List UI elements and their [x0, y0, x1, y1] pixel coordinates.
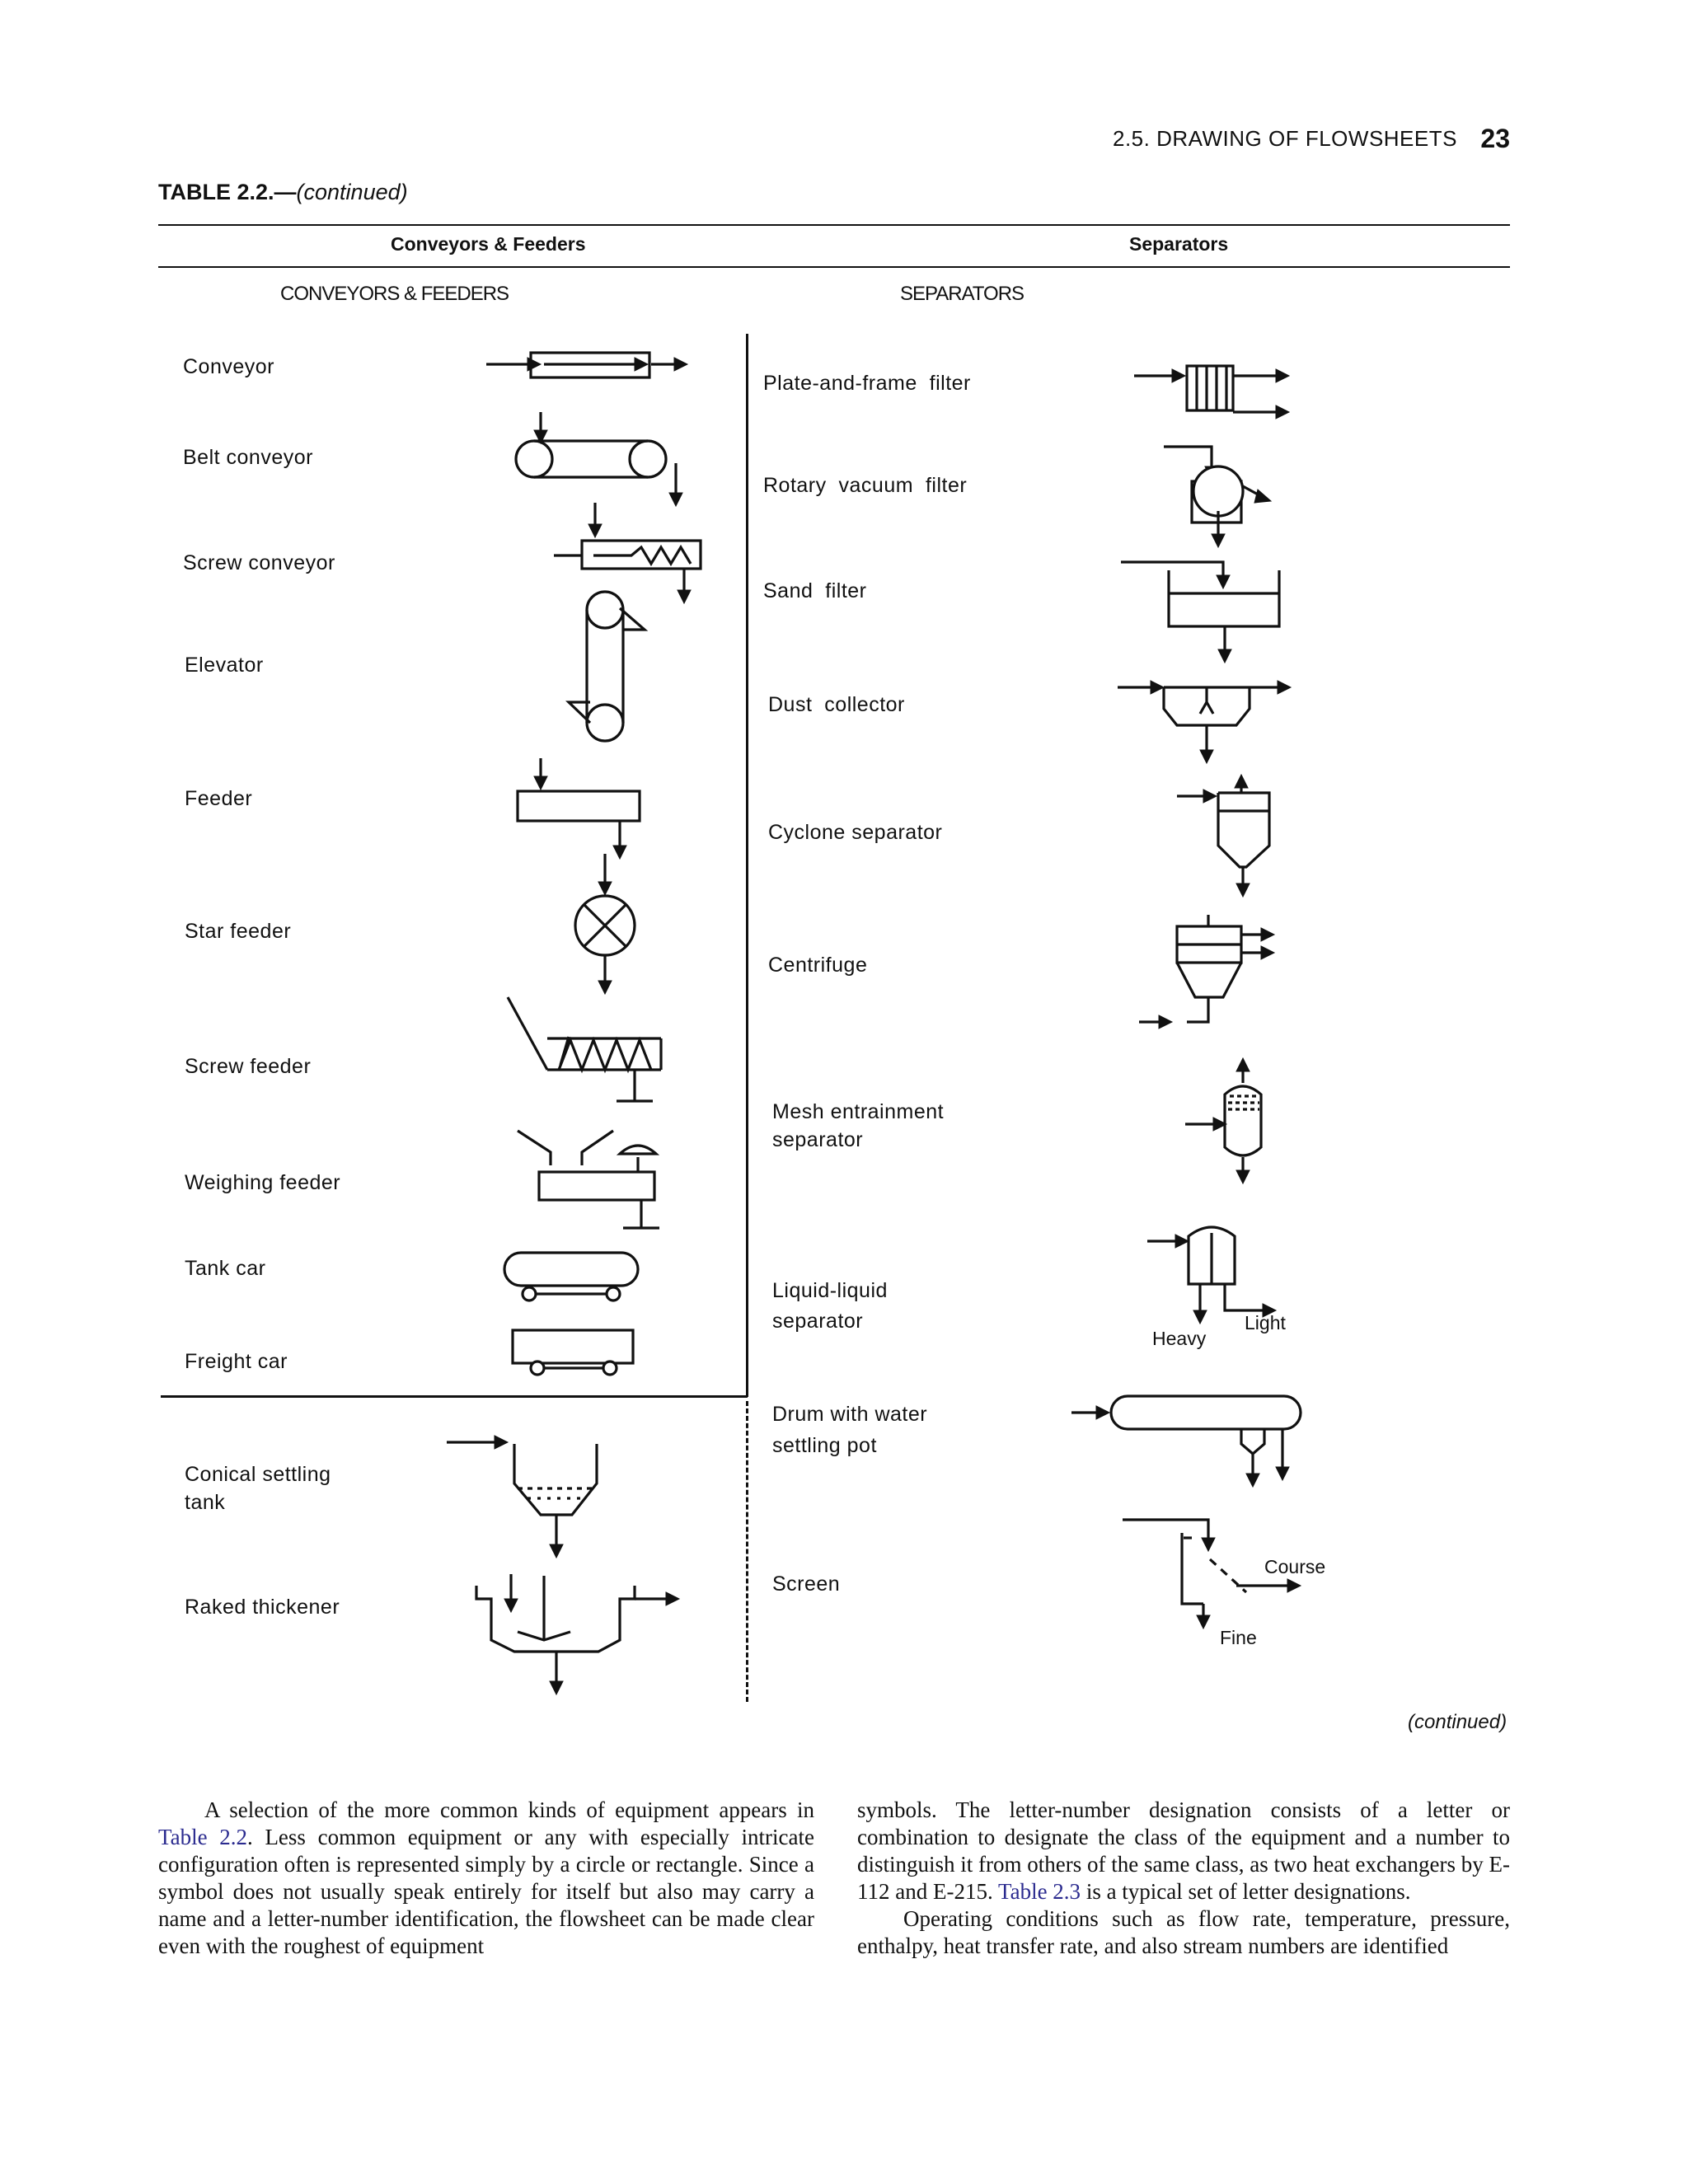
label-screen: Screen	[772, 1572, 841, 1596]
elevator-icon	[569, 592, 645, 741]
label-dust-collector: Dust collector	[768, 693, 905, 716]
label-feeder: Feeder	[185, 787, 253, 810]
label-weighing-feeder: Weighing feeder	[185, 1171, 341, 1194]
body-paragraph-right-2: Operating conditions such as flow rate, temperature, pressure, enthalpy, heat transfer rate, and also stream numbers are identified	[857, 1906, 1510, 1958]
caption-fine: Fine	[1220, 1627, 1257, 1648]
label-elevator: Elevator	[185, 654, 264, 677]
caption-heavy: Heavy	[1152, 1328, 1207, 1349]
centrifuge-icon	[1139, 915, 1274, 1029]
conical-settling-tank-icon	[447, 1436, 597, 1558]
label-cyclone-separator: Cyclone separator	[768, 821, 943, 844]
label-raked-thickener: Raked thickener	[185, 1596, 340, 1619]
subheader-right: SEPARATORS	[900, 283, 1025, 305]
screw-conveyor-icon	[554, 503, 701, 603]
table-2-2-link[interactable]: Table 2.2	[158, 1825, 248, 1849]
freight-car-icon	[513, 1330, 633, 1375]
table-continued-note: (continued)	[1408, 1711, 1507, 1733]
subheader-left: CONVEYORS & FEEDERS	[280, 283, 509, 305]
label-star-feeder: Star feeder	[185, 920, 292, 943]
body-left-text-2: . Less common equipment or any with especially intricate configuration often is represented simply by a circle or rectangle. Since a symbol does not usually speak entirely for itself but also may carry a name and a letter-number identification, the flowsheet can be made clear even with the roughest of equipment	[158, 1825, 815, 1958]
body-paragraph-right-1	[857, 1797, 1510, 1905]
raked-thickener-icon	[476, 1574, 679, 1694]
label-screw-feeder: Screw feeder	[185, 1055, 312, 1078]
belt-conveyor-icon	[516, 412, 682, 506]
page-number: 23	[1480, 124, 1511, 153]
sand-filter-icon	[1121, 562, 1279, 663]
label-tank-car: Tank car	[185, 1257, 266, 1280]
label-sand-filter: Sand filter	[763, 579, 867, 602]
drum-with-water-settling-pot-icon	[1071, 1396, 1301, 1487]
body-left-text-1: A selection of the more common kinds of equipment appears in	[204, 1797, 814, 1822]
label-plate-and-frame-filter: Plate-and-frame filter	[763, 372, 971, 395]
weighing-feeder-icon	[518, 1131, 659, 1228]
body-text-left-column	[158, 1797, 814, 1960]
label-belt-conveyor: Belt conveyor	[183, 446, 313, 469]
label-mesh-entrainment-separator: Mesh entrainment separator	[772, 1100, 945, 1151]
body-right-text-1: symbols. The letter-number designation consists of a letter or combination to designate the class of the equipment and a number to distinguish it from others of the same class, as two heat exchangers by E-112 and E-215.	[857, 1797, 1510, 1904]
feeder-icon	[518, 758, 640, 859]
label-rotary-vacuum-filter: Rotary vacuum filter	[763, 474, 968, 497]
conveyor-icon	[486, 353, 687, 377]
label-drum-with-water-settling-pot: Drum with water settling pot	[772, 1403, 928, 1457]
table-title-label: TABLE 2.2.—	[158, 180, 297, 204]
plate-and-frame-filter-icon	[1134, 366, 1289, 419]
label-conveyor: Conveyor	[183, 355, 274, 378]
label-conical-settling-tank: Conical settling tank	[185, 1463, 331, 1514]
section-title: 2.5. DRAWING OF FLOWSHEETS	[1113, 126, 1457, 151]
body-right-text-2: is a typical set of letter designations.	[1081, 1879, 1411, 1904]
dust-collector-icon	[1118, 681, 1291, 763]
label-liquid-liquid-separator: Liquid-liquid separator	[772, 1279, 888, 1333]
caption-light: Light	[1245, 1312, 1286, 1333]
rotary-vacuum-filter-icon	[1164, 447, 1271, 547]
liquid-liquid-separator-icon	[1147, 1227, 1276, 1324]
label-screw-conveyor: Screw conveyor	[183, 551, 335, 574]
star-feeder-icon	[575, 854, 635, 994]
screw-feeder-icon	[508, 997, 661, 1101]
table-2-3-link[interactable]: Table 2.3	[997, 1879, 1081, 1904]
label-centrifuge: Centrifuge	[768, 954, 868, 977]
mesh-entrainment-separator-icon	[1185, 1058, 1261, 1183]
column-header-left: Conveyors & Feeders	[391, 233, 586, 255]
caption-course: Course	[1264, 1556, 1326, 1577]
body-paragraph-left	[158, 1797, 814, 1960]
table-title-continued: (continued)	[296, 180, 408, 204]
tank-car-icon	[504, 1253, 638, 1301]
cyclone-separator-icon	[1177, 775, 1269, 897]
body-text-right-column	[857, 1797, 1510, 1960]
label-freight-car: Freight car	[185, 1350, 288, 1373]
column-header-right: Separators	[1129, 233, 1229, 255]
